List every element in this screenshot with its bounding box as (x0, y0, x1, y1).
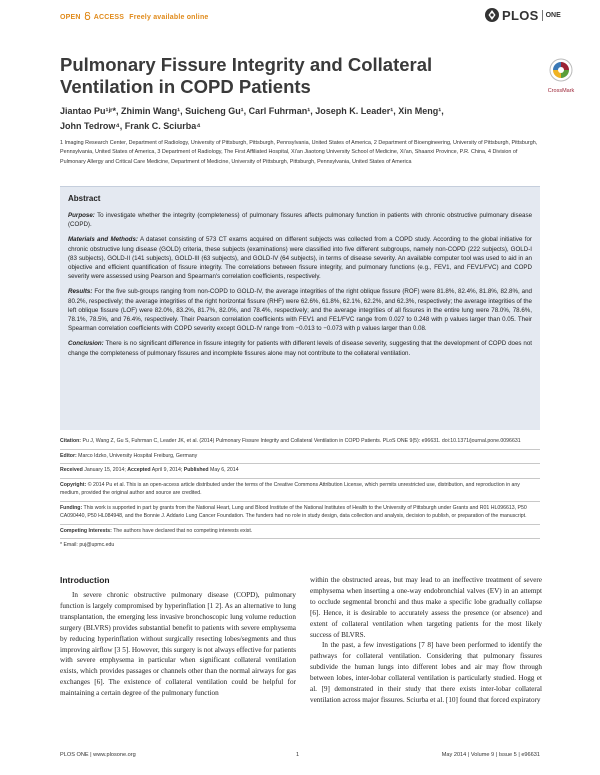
methods-label: Materials and Methods: (68, 236, 138, 244)
abstract-heading: Abstract (68, 194, 101, 203)
logo-divider (542, 10, 543, 21)
crossmark-icon (549, 58, 573, 82)
citation-info (60, 436, 540, 450)
published-label: Published (183, 467, 209, 473)
footer-issue: May 2014 | Volume 9 | Issue 5 | e96631 (441, 752, 540, 758)
email-info[interactable]: * Email: puj@upmc.edu (60, 542, 115, 548)
copyright-label: Copyright: (60, 481, 87, 488)
editor-info (60, 451, 540, 465)
accepted-label: Accepted (127, 467, 151, 473)
conclusion-text: There is no significant difference in fissure integrity for patients with different levels of disease severity, suggesting that the development of COPD does not change the completeness of pulmonary fissures and incomplete fissures alone may not contribute to the collateral ventilation. (68, 340, 532, 357)
received-label: Received (60, 467, 83, 473)
abstract-results (68, 287, 532, 333)
competing-text: The authors have declared that no competing interests exist. (113, 527, 253, 534)
introduction-heading: Introduction (60, 575, 110, 585)
one-wordmark: ONE (545, 11, 561, 19)
methods-text: A dataset consisting of 573 CT exams acquired on different subjects was collected from a COPD study. According to the global initiative for chronic obstructive lung disease (GOLD) criteria, these subjects (examinations) were classified into five different subgroups, namely non-COPD (222 subjects), GOLD-I (83 subjects), GOLD-II (141 subjects), GOLD-III (63 subjects), and GOLD-IV (64 subjects), in terms of disease severity. An available computer tool was used to aid in an objective and efficient quantification of fissure integrity. The correlations between fissure integrity, and pulmonary functions (e.g., FEV1, and FEV1/FVC) and COPD severity were assessed using Pearson and Spearman's correlation coefficients, respectively. (68, 236, 532, 281)
plos-wordmark: PLOS (502, 7, 539, 23)
access-word: ACCESS (93, 14, 125, 21)
abstract-methods (68, 235, 532, 281)
published-date: May 6, 2014 (210, 467, 239, 473)
citation-label: Citation: (60, 438, 82, 444)
conclusion-label: Conclusion: (68, 340, 104, 348)
body-column-left (60, 590, 296, 699)
footer-journal[interactable]: PLOS ONE | www.plosone.org (60, 752, 136, 758)
plos-one-logo[interactable] (484, 7, 561, 23)
crossmark-label: CrossMark (547, 88, 575, 94)
journal-header (0, 0, 600, 30)
citation-text[interactable]: Pu J, Wang Z, Gu S, Fuhrman C, Leader JK, et al. (2014) Pulmonary Fissure Integrity and Collateral Ventilation in COPD Patients. PLoS ONE 9(5): e96631. doi:10.1371/journal.pone.0096631 (82, 438, 521, 444)
plos-logo-icon (484, 7, 500, 23)
purpose-label: Purpose: (68, 212, 95, 219)
received-date: January 15, 2014; (84, 467, 126, 473)
abstract-conclusion (68, 339, 532, 357)
author-line: Jiantao Pu¹ʲʳ*, Zhimin Wang¹, Suicheng Gu¹, Carl Fuhrman¹, Joseph K. Leader¹, Xin Meng¹, (60, 106, 444, 116)
page-number: 1 (296, 752, 300, 758)
results-text: For the five sub-groups ranging from non-COPD to GOLD-IV, the average integrities of the right oblique fissure (ROF) were 81.8%, 82.4%, 81.8%, 82.8%, and 80.2%, respectively; the average integrities of the right horizontal fissure (RHF) were 62.6%, 61.8%, 62.1%, 62.2%, and 62.3%, respectively; the average integrities of the left oblique fissure (LOF) were 82.0%, 83.2%, 81.7%, 82.0%, and 78.4%, respectively; and the average integrities of all fissures in the entire lung were 78.0%, 78.6%, 78.1%, 78.5%, and 76.4%, respectively. Their Pearson correlation coefficients with FEV1 and FE1/FVC range from 0.027 to 0.248 with p values larger than 0.05. Their Spearman correlation coefficients with COPD severity except GOLD-IV range from −0.013 to −0.073 with p values larger than 0.08. (68, 288, 532, 333)
open-access-lock-icon (84, 12, 91, 20)
purpose-text: To investigate whether the integrity (completeness) of pulmonary fissures affects pulmonary function in patients with chronic obstructive pulmonary disease (COPD). (68, 212, 533, 229)
open-access-word: OPEN (60, 14, 81, 21)
copyright-info (60, 480, 540, 502)
open-access-banner (60, 12, 209, 21)
copyright-text: © 2014 Pu et al. This is an open-access article distributed under the terms of the Creative Commons Attribution License, which permits unrestricted use, distribution, and reproduction in any medium, provided the original author and source are credited. (60, 481, 520, 496)
editor-label: Editor: (60, 452, 77, 459)
affiliations: 1 Imaging Research Center, Department of Radiology, University of Pittsburgh, Pittsburgh, Pennsylvania, United States of America, 2 Department of Bioengineering, University of Pittsburgh, Pittsburgh, Pennsylvania, United States of America, 3 Department of Radiology, The First Affiliated Hospital, Xi'an Jiaotong University School of Medicine, Xi'an, Shaanxi Province, P.R. China, 4 Division of Pulmonary Allergy and Critical Care Medicine, Department of Medicine, University of Pittsburgh, Pittsburgh, Pennsylvania, United States of America (60, 140, 538, 165)
accepted-date: April 9, 2014; (151, 467, 183, 473)
author-list (60, 104, 540, 134)
body-column-right (310, 575, 542, 706)
dates-info (60, 465, 540, 479)
abstract-box (60, 186, 540, 430)
article-title: Pulmonary Fissure Integrity and Collateral Ventilation in COPD Patients (60, 54, 433, 97)
competing-interests-info (60, 526, 540, 540)
intro-paragraph-continued: within the obstructed areas, but may lead to an ineffective treatment of severe emphysema when inserting a one-way endobronchial valves (EV) in an attempt to occlude segmental bronchi and thus make a specific lobe gradually collapse [6]. Hence, it is desirable to accurately assess the presence (or absence) and extent of collateral ventilation when targeting patients for the most likely success of BLVRS. (310, 576, 542, 639)
author-line: John Tedrow⁴, Frank C. Sciurba⁴ (60, 121, 201, 131)
funding-text: This work is supported in part by grants from the National Heart, Lung and Blood Institute of the National Institutes of Health to the University of Pittsburgh under Grants and R01 HL096613, P50 CA090440, P50 HL084948, and the Bonnie J. Addario Lung Cancer Foundation. The funders had no role in study design, data collection and analysis, decision to publish, or preparation of the manuscript. (60, 504, 527, 519)
funding-label: Funding: (60, 504, 83, 511)
crossmark-badge[interactable] (547, 58, 575, 94)
results-label: Results: (68, 288, 93, 296)
article-metadata (60, 436, 540, 554)
abstract-purpose (68, 211, 532, 229)
intro-paragraph: In the past, a few investigations [7 8] have been performed to identify the pathways for collateral ventilation. Considering that pulmonary fissures subdivide the human lungs into different lobes and air may flow through between lobes, inter-lobar collateral ventilation is particularly studied. Hogg et al. [9] demonstrated in their study that there exists inter-lobar collateral ventilation across major fissures. Sciurba et al. [10] found that forced expiratory (310, 641, 542, 704)
editor-text: Marco Idzko, University Hospital Freiburg, Germany (78, 452, 198, 459)
competing-label: Competing Interests: (60, 527, 112, 534)
funding-info (60, 503, 540, 525)
intro-paragraph: In severe chronic obstructive pulmonary disease (COPD), pulmonary function is largely compromised by hyperinflation [1 2]. As an alternative to lung transplantation, the emerging less invasive bronchoscopic lung volume reduction surgery (BLVRS) provides substantial benefit to patients with severe emphysema by reducing hyperinflation without surgically resecting lobes/segments and thus improving airflow [3 5]. However, this surgery is not always effective for patients with severe emphysema in particular when significant collateral ventilation exists, which provides passages or channels other than the normal airways for gas exchanges [6]. The existence of collateral ventilation could be helpful for maintaining a certain degree of the pulmonary function (60, 591, 296, 698)
open-access-tagline: Freely available online (129, 14, 209, 21)
